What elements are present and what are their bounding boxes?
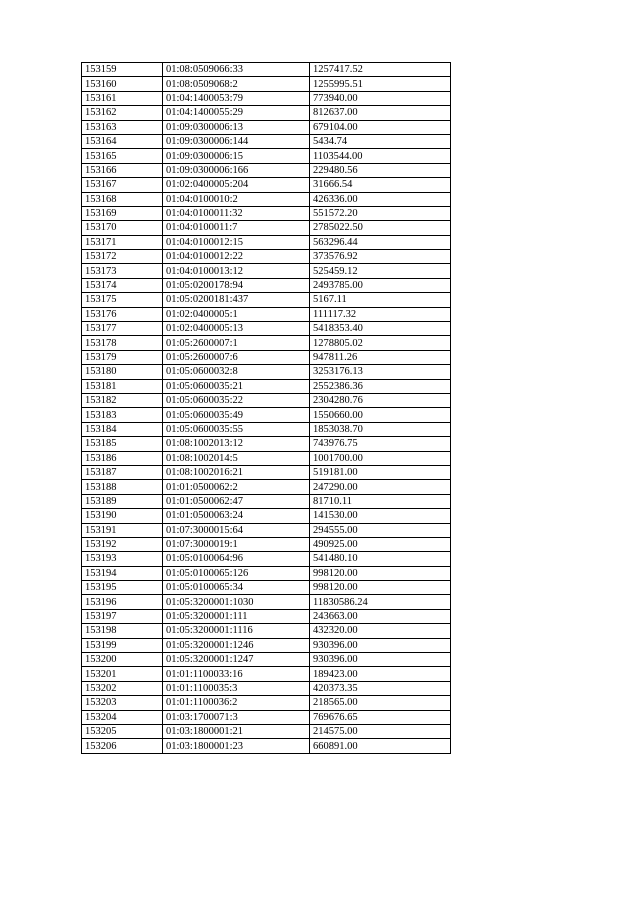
value-cell: 1257417.52 [310, 63, 451, 77]
value-cell: 1255995.51 [310, 77, 451, 91]
value-cell: 490925.00 [310, 537, 451, 551]
row-number-cell: 153162 [82, 106, 163, 120]
value-cell: 214575.00 [310, 724, 451, 738]
cadastral-number-cell: 01:02:0400005:1 [163, 307, 310, 321]
value-cell: 3253176.13 [310, 365, 451, 379]
row-number-cell: 153176 [82, 307, 163, 321]
row-number-cell: 153168 [82, 192, 163, 206]
row-number-cell: 153196 [82, 595, 163, 609]
cadastral-number-cell: 01:07:3000019:1 [163, 537, 310, 551]
row-number-cell: 153170 [82, 221, 163, 235]
value-cell: 81710.11 [310, 494, 451, 508]
table-row [82, 696, 451, 710]
table-row [82, 149, 451, 163]
table-row [82, 178, 451, 192]
cadastral-number-cell: 01:05:0100064:96 [163, 552, 310, 566]
cadastral-number-cell: 01:04:0100010:2 [163, 192, 310, 206]
row-number-cell: 153203 [82, 696, 163, 710]
value-cell: 31666.54 [310, 178, 451, 192]
cadastral-number-cell: 01:05:2600007:6 [163, 350, 310, 364]
value-cell: 998120.00 [310, 566, 451, 580]
row-number-cell: 153161 [82, 91, 163, 105]
table-row [82, 221, 451, 235]
table-row [82, 480, 451, 494]
row-number-cell: 153193 [82, 552, 163, 566]
value-cell: 679104.00 [310, 120, 451, 134]
table-row [82, 552, 451, 566]
cadastral-number-cell: 01:05:0600035:49 [163, 408, 310, 422]
row-number-cell: 153160 [82, 77, 163, 91]
value-cell: 1001700.00 [310, 451, 451, 465]
cadastral-number-cell: 01:04:0100011:7 [163, 221, 310, 235]
value-cell: 5418353.40 [310, 322, 451, 336]
table-row [82, 91, 451, 105]
cadastral-number-cell: 01:05:3200001:1030 [163, 595, 310, 609]
cadastral-number-cell: 01:05:3200001:111 [163, 609, 310, 623]
row-number-cell: 153187 [82, 465, 163, 479]
cadastral-number-cell: 01:05:0100065:34 [163, 581, 310, 595]
table-row [82, 667, 451, 681]
table-row [82, 77, 451, 91]
cadastral-number-cell: 01:03:1800001:21 [163, 724, 310, 738]
table-row [82, 206, 451, 220]
table-row [82, 278, 451, 292]
row-number-cell: 153175 [82, 293, 163, 307]
row-number-cell: 153177 [82, 322, 163, 336]
table-row [82, 393, 451, 407]
value-cell: 111117.32 [310, 307, 451, 321]
cadastral-number-cell: 01:08:1002016:21 [163, 465, 310, 479]
cadastral-number-cell: 01:02:0400005:13 [163, 322, 310, 336]
row-number-cell: 153167 [82, 178, 163, 192]
table-row [82, 307, 451, 321]
cadastral-number-cell: 01:01:1100035:3 [163, 681, 310, 695]
row-number-cell: 153191 [82, 523, 163, 537]
row-number-cell: 153182 [82, 393, 163, 407]
cadastral-number-cell: 01:08:1002014:5 [163, 451, 310, 465]
value-cell: 660891.00 [310, 739, 451, 753]
cadastral-number-cell: 01:04:1400053:79 [163, 91, 310, 105]
cadastral-number-cell: 01:01:0500062:47 [163, 494, 310, 508]
table-row [82, 365, 451, 379]
table-row [82, 264, 451, 278]
table-row [82, 163, 451, 177]
cadastral-number-cell: 01:09:0300006:15 [163, 149, 310, 163]
table-row [82, 653, 451, 667]
table-row [82, 681, 451, 695]
table-row [82, 134, 451, 148]
value-cell: 2785022.50 [310, 221, 451, 235]
cadastral-number-cell: 01:05:0600035:55 [163, 422, 310, 436]
table-row [82, 192, 451, 206]
cadastral-number-cell: 01:03:1700071:3 [163, 710, 310, 724]
row-number-cell: 153195 [82, 581, 163, 595]
row-number-cell: 153166 [82, 163, 163, 177]
row-number-cell: 153183 [82, 408, 163, 422]
table-row [82, 724, 451, 738]
cadastral-number-cell: 01:01:0500063:24 [163, 509, 310, 523]
table-row [82, 293, 451, 307]
cadastral-number-cell: 01:09:0300006:144 [163, 134, 310, 148]
cadastral-number-cell: 01:08:1002013:12 [163, 437, 310, 451]
row-number-cell: 153163 [82, 120, 163, 134]
row-number-cell: 153164 [82, 134, 163, 148]
table-row [82, 120, 451, 134]
value-cell: 1853038.70 [310, 422, 451, 436]
cadastral-number-cell: 01:05:0200178:94 [163, 278, 310, 292]
table-row [82, 624, 451, 638]
cadastral-number-cell: 01:01:1100036:2 [163, 696, 310, 710]
row-number-cell: 153198 [82, 624, 163, 638]
value-cell: 373576.92 [310, 250, 451, 264]
row-number-cell: 153201 [82, 667, 163, 681]
cadastral-number-cell: 01:08:0509066:33 [163, 63, 310, 77]
row-number-cell: 153178 [82, 336, 163, 350]
cadastral-number-cell: 01:05:3200001:1246 [163, 638, 310, 652]
row-number-cell: 153205 [82, 724, 163, 738]
cadastral-number-cell: 01:09:0300006:13 [163, 120, 310, 134]
value-cell: 563296.44 [310, 235, 451, 249]
table-row [82, 710, 451, 724]
row-number-cell: 153189 [82, 494, 163, 508]
table-row [82, 379, 451, 393]
row-number-cell: 153172 [82, 250, 163, 264]
row-number-cell: 153202 [82, 681, 163, 695]
table-row [82, 322, 451, 336]
table-row [82, 336, 451, 350]
value-cell: 141530.00 [310, 509, 451, 523]
table-row [82, 537, 451, 551]
value-cell: 218565.00 [310, 696, 451, 710]
cadastral-number-cell: 01:05:0600035:21 [163, 379, 310, 393]
value-cell: 2493785.00 [310, 278, 451, 292]
table-row [82, 437, 451, 451]
row-number-cell: 153186 [82, 451, 163, 465]
cadastral-number-cell: 01:01:0500062:2 [163, 480, 310, 494]
table-row [82, 509, 451, 523]
table-row [82, 451, 451, 465]
value-cell: 5167.11 [310, 293, 451, 307]
cadastral-number-cell: 01:05:0600035:22 [163, 393, 310, 407]
value-cell: 2304280.76 [310, 393, 451, 407]
cadastral-number-cell: 01:05:3200001:1116 [163, 624, 310, 638]
value-cell: 420373.35 [310, 681, 451, 695]
row-number-cell: 153197 [82, 609, 163, 623]
table-row [82, 465, 451, 479]
value-cell: 294555.00 [310, 523, 451, 537]
row-number-cell: 153179 [82, 350, 163, 364]
row-number-cell: 153185 [82, 437, 163, 451]
value-cell: 432320.00 [310, 624, 451, 638]
table-row [82, 566, 451, 580]
row-number-cell: 153200 [82, 653, 163, 667]
row-number-cell: 153165 [82, 149, 163, 163]
value-cell: 947811.26 [310, 350, 451, 364]
table-row [82, 523, 451, 537]
row-number-cell: 153188 [82, 480, 163, 494]
cadastral-number-cell: 01:04:0100013:12 [163, 264, 310, 278]
cadastral-number-cell: 01:01:1100033:16 [163, 667, 310, 681]
value-cell: 426336.00 [310, 192, 451, 206]
value-cell: 541480.10 [310, 552, 451, 566]
value-cell: 930396.00 [310, 638, 451, 652]
value-cell: 773940.00 [310, 91, 451, 105]
row-number-cell: 153206 [82, 739, 163, 753]
row-number-cell: 153190 [82, 509, 163, 523]
row-number-cell: 153204 [82, 710, 163, 724]
cadastral-number-cell: 01:05:2600007:1 [163, 336, 310, 350]
value-cell: 189423.00 [310, 667, 451, 681]
value-cell: 229480.56 [310, 163, 451, 177]
table-row [82, 63, 451, 77]
table-row [82, 638, 451, 652]
value-cell: 1278805.02 [310, 336, 451, 350]
cadastral-number-cell: 01:05:0200181:437 [163, 293, 310, 307]
table-row [82, 250, 451, 264]
row-number-cell: 153171 [82, 235, 163, 249]
row-number-cell: 153169 [82, 206, 163, 220]
value-cell: 525459.12 [310, 264, 451, 278]
cadastral-number-cell: 01:05:0600032:8 [163, 365, 310, 379]
cadastral-number-cell: 01:07:3000015:64 [163, 523, 310, 537]
cadastral-number-cell: 01:04:0100011:32 [163, 206, 310, 220]
row-number-cell: 153192 [82, 537, 163, 551]
cadastral-number-cell: 01:03:1800001:23 [163, 739, 310, 753]
table-row [82, 106, 451, 120]
value-cell: 1103544.00 [310, 149, 451, 163]
table-row [82, 739, 451, 753]
table-row [82, 494, 451, 508]
row-number-cell: 153194 [82, 566, 163, 580]
value-cell: 247290.00 [310, 480, 451, 494]
table-row [82, 422, 451, 436]
value-cell: 2552386.36 [310, 379, 451, 393]
table-row [82, 235, 451, 249]
cadastral-number-cell: 01:05:0100065:126 [163, 566, 310, 580]
value-cell: 519181.00 [310, 465, 451, 479]
value-cell: 11830586.24 [310, 595, 451, 609]
value-cell: 998120.00 [310, 581, 451, 595]
row-number-cell: 153173 [82, 264, 163, 278]
table-row [82, 595, 451, 609]
cadastral-number-cell: 01:04:1400055:29 [163, 106, 310, 120]
table-row [82, 581, 451, 595]
value-cell: 1550660.00 [310, 408, 451, 422]
row-number-cell: 153199 [82, 638, 163, 652]
cadastral-number-cell: 01:04:0100012:15 [163, 235, 310, 249]
value-cell: 243663.00 [310, 609, 451, 623]
cadastral-number-cell: 01:04:0100012:22 [163, 250, 310, 264]
cadastral-number-cell: 01:05:3200001:1247 [163, 653, 310, 667]
row-number-cell: 153174 [82, 278, 163, 292]
data-table [81, 62, 451, 754]
table-row [82, 408, 451, 422]
row-number-cell: 153181 [82, 379, 163, 393]
table-row [82, 350, 451, 364]
row-number-cell: 153184 [82, 422, 163, 436]
row-number-cell: 153180 [82, 365, 163, 379]
cadastral-number-cell: 01:09:0300006:166 [163, 163, 310, 177]
row-number-cell: 153159 [82, 63, 163, 77]
table-row [82, 609, 451, 623]
cadastral-number-cell: 01:02:0400005:204 [163, 178, 310, 192]
value-cell: 551572.20 [310, 206, 451, 220]
value-cell: 812637.00 [310, 106, 451, 120]
value-cell: 743976.75 [310, 437, 451, 451]
cadastral-number-cell: 01:08:0509068:2 [163, 77, 310, 91]
table-body [82, 63, 451, 754]
value-cell: 930396.00 [310, 653, 451, 667]
value-cell: 5434.74 [310, 134, 451, 148]
value-cell: 769676.65 [310, 710, 451, 724]
